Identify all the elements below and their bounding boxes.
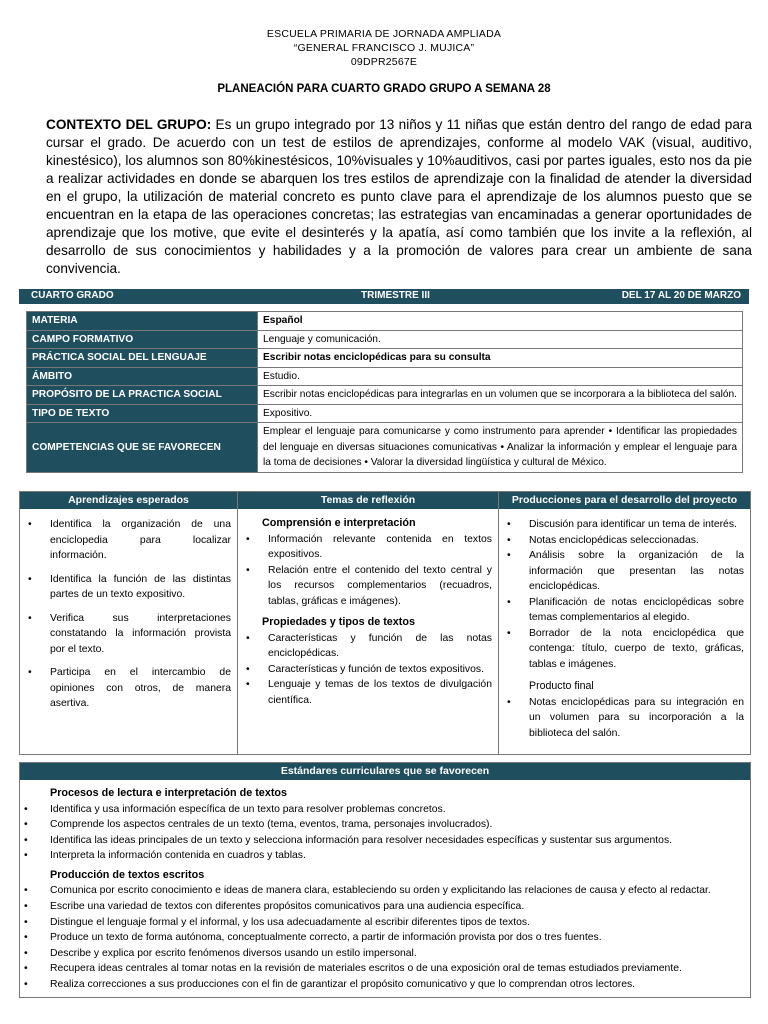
list-item: • Identifica las ideas principales de un texto y selecciona información para resolver necesidades específicas y sustentar sus argumentos. [20,833,750,849]
table-row [27,349,743,368]
final-product-list [499,695,750,742]
standards-section [19,762,751,998]
list-item: • Comprende los aspectos centrales de un texto (tema, eventos, trama, personajes involucrados). [20,817,750,833]
standards-list-2 [20,883,750,992]
list-item: • Características y función de textos expositivos. [238,662,498,678]
campo-label: CAMPO FORMATIVO [27,330,258,349]
list-item: • Notas enciclopédicas para su integración en un volumen para su incorporación a la biblioteca del salón. [499,695,750,742]
ambito-label: ÁMBITO [27,367,258,386]
aprendizajes-header: Aprendizajes esperados [20,492,237,509]
standards-header: Estándares curriculares que se favorecen [20,763,750,780]
list-item: • Discusión para identificar un tema de interés. [499,517,750,533]
table-row [27,330,743,349]
table-row [27,423,743,473]
table-row [27,367,743,386]
list-item: • Recupera ideas centrales al tomar notas en la revisión de materiales escritos o de una exposición oral de temas estudiados previamente. [20,961,750,977]
list-item: • Borrador de la nota enciclopédica que contenga: título, cuerpo de texto, gráficas, tablas e imágenes. [499,626,750,673]
list-item: • Realiza correcciones a sus producciones con el fin de garantizar el propósito comunicativo y que lo comprendan otros lectores. [20,977,750,993]
standards-list-1 [20,802,750,864]
ambito-value: Estudio. [258,367,743,386]
list-item: • Distingue el lenguaje formal y el informal, y los usa adecuadamente al escribir diferentes tipos de textos. [20,915,750,931]
school-header [0,27,768,69]
list-item: • Análisis sobre la organización de la información que presentan las notas enciclopédicas. [499,548,750,595]
list-item: • Interpreta la información contenida en cuadros y tablas. [20,848,750,864]
campo-value: Lenguaje y comunicación. [258,330,743,349]
grade-label: CUARTO GRADO [31,290,114,301]
list-item: • Lenguaje y temas de los textos de divulgación científica. [238,677,498,708]
plan-title: PLANEACIÓN PARA CUARTO GRADO GRUPO A SEMANA 28 [217,83,551,95]
list-item: • Identifica la organización de una enciclopedia para localizar información. [20,517,237,564]
tipo-value: Expositivo. [258,404,743,423]
term-label: TRIMESTRE III [361,290,430,301]
temas-column [238,492,498,754]
list-item: • Planificación de notas enciclopédicas sobre temas complementarios al elegido. [499,595,750,626]
list-item: • Describe y explica por escrito fenómenos diversos usando un estilo impersonal. [20,946,750,962]
temas-list-2 [238,631,498,709]
project-columns [19,491,751,755]
proposito-value: Escribir notas enciclopédicas para integrarlas en un volumen que se incorporara a la biblioteca del salón. [258,386,743,405]
tipo-label: TIPO DE TEXTO [27,404,258,423]
school-title: “GENERAL FRANCISCO J. MUJICA” [293,42,475,54]
table-row [27,312,743,331]
proposito-label: PROPÓSITO DE LA PRACTICA SOCIAL [27,386,258,405]
standards-subheading-2: Producción de textos escritos [50,868,205,881]
practica-value: Escribir notas enciclopédicas para su consulta [258,349,743,368]
practica-label: PRÁCTICA SOCIAL DEL LENGUAJE [27,349,258,368]
aprendizajes-list [20,517,237,712]
list-item: • Participa en el intercambio de opiniones con otros, de manera asertiva. [20,665,237,712]
list-item: • Comunica por escrito conocimiento e ideas de manera clara, estableciendo su orden y explicitando las relaciones de causa y efecto al redactar. [20,883,750,899]
table-row [27,404,743,423]
context-text: Es un grupo integrado por 13 niños y 11 niñas que están dentro del rango de edad para cursar el grado. De acuerdo con un test de estilos de aprendizajes, conforme al modelo VAK (visual, auditivo, kinestésico), los alumnos son 80%kinestésicos, 10%visuales y 10%auditivos, casi por partes iguales, esto nos da pie a realizar actividades en donde se abarquen los tres estilos de aprendizaje con la finalidad de atender la diversidad en el grupo, la utilización de material concreto es punto clave para el aprendizaje de los alumnos puesto que se encuentran en la etapa de las operaciones concretas; las estrategias van encaminadas a generar oportunidades de aprendizaje que los motive, que evite el desinterés y la apatía, así como también que los invite a la reflexión, al desarrollo de sus conocimientos y habilidades y a la promoción de valores para crear un ambiente de sana convivencia. [46,117,752,276]
temas-subheading-2: Propiedades y tipos de textos [262,616,415,628]
school-name: ESCUELA PRIMARIA DE JORNADA AMPLIADA [266,28,502,40]
table-row [27,386,743,405]
list-item: • Información relevante contenida en textos expositivos. [238,532,498,563]
list-item: • Produce un texto de forma autónoma, conceptualmente correcto, a partir de información provista por dos o tres fuentes. [20,930,750,946]
temas-header: Temas de reflexión [238,492,498,509]
list-item: • Notas enciclopédicas seleccionadas. [499,533,750,549]
materia-label: MATERIA [27,312,258,331]
temas-subheading-1: Comprensión e interpretación [262,517,416,529]
list-item: • Características y función de las notas enciclopédicas. [238,631,498,662]
list-item: • Relación entre el contenido del texto central y los recursos complementarios (recuadros, tablas, gráficas e imágenes). [238,563,498,610]
list-item: • Identifica y usa información específica de un texto para resolver problemas concretos. [20,802,750,818]
temas-list-1 [238,532,498,610]
list-item: • Identifica la función de las distintas partes de un texto expositivo. [20,572,237,603]
group-context [46,116,752,278]
producciones-header: Producciones para el desarrollo del proyecto [499,492,750,509]
list-item: • Escribe una variedad de textos con diferentes propósitos comunicativos para una audiencia específica. [20,899,750,915]
subject-info-table [26,311,743,473]
school-code: 09DPR2567E [350,56,418,68]
grade-bar [19,289,749,304]
context-label: CONTEXTO DEL GRUPO: [46,117,212,132]
producciones-column [499,492,750,754]
dates-label: DEL 17 AL 20 DE MARZO [621,290,741,301]
list-item: • Verifica sus interpretaciones constatando la información provista por el texto. [20,611,237,658]
materia-value: Español [258,312,743,331]
final-product-label: Producto final [529,680,594,692]
aprendizajes-column [20,492,237,754]
competencias-label: COMPETENCIAS QUE SE FAVORECEN [27,423,258,473]
standards-subheading-1: Procesos de lectura e interpretación de textos [50,787,288,799]
producciones-list [499,517,750,672]
competencias-value: Emplear el lenguaje para comunicarse y como instrumento para aprender • Identificar las propiedades del lenguaje en diversas situaciones comunicativas • Analizar la información y emplear el lenguaje para la toma de decisiones • Valorar la diversidad lingüística y cultural de México. [258,423,743,473]
